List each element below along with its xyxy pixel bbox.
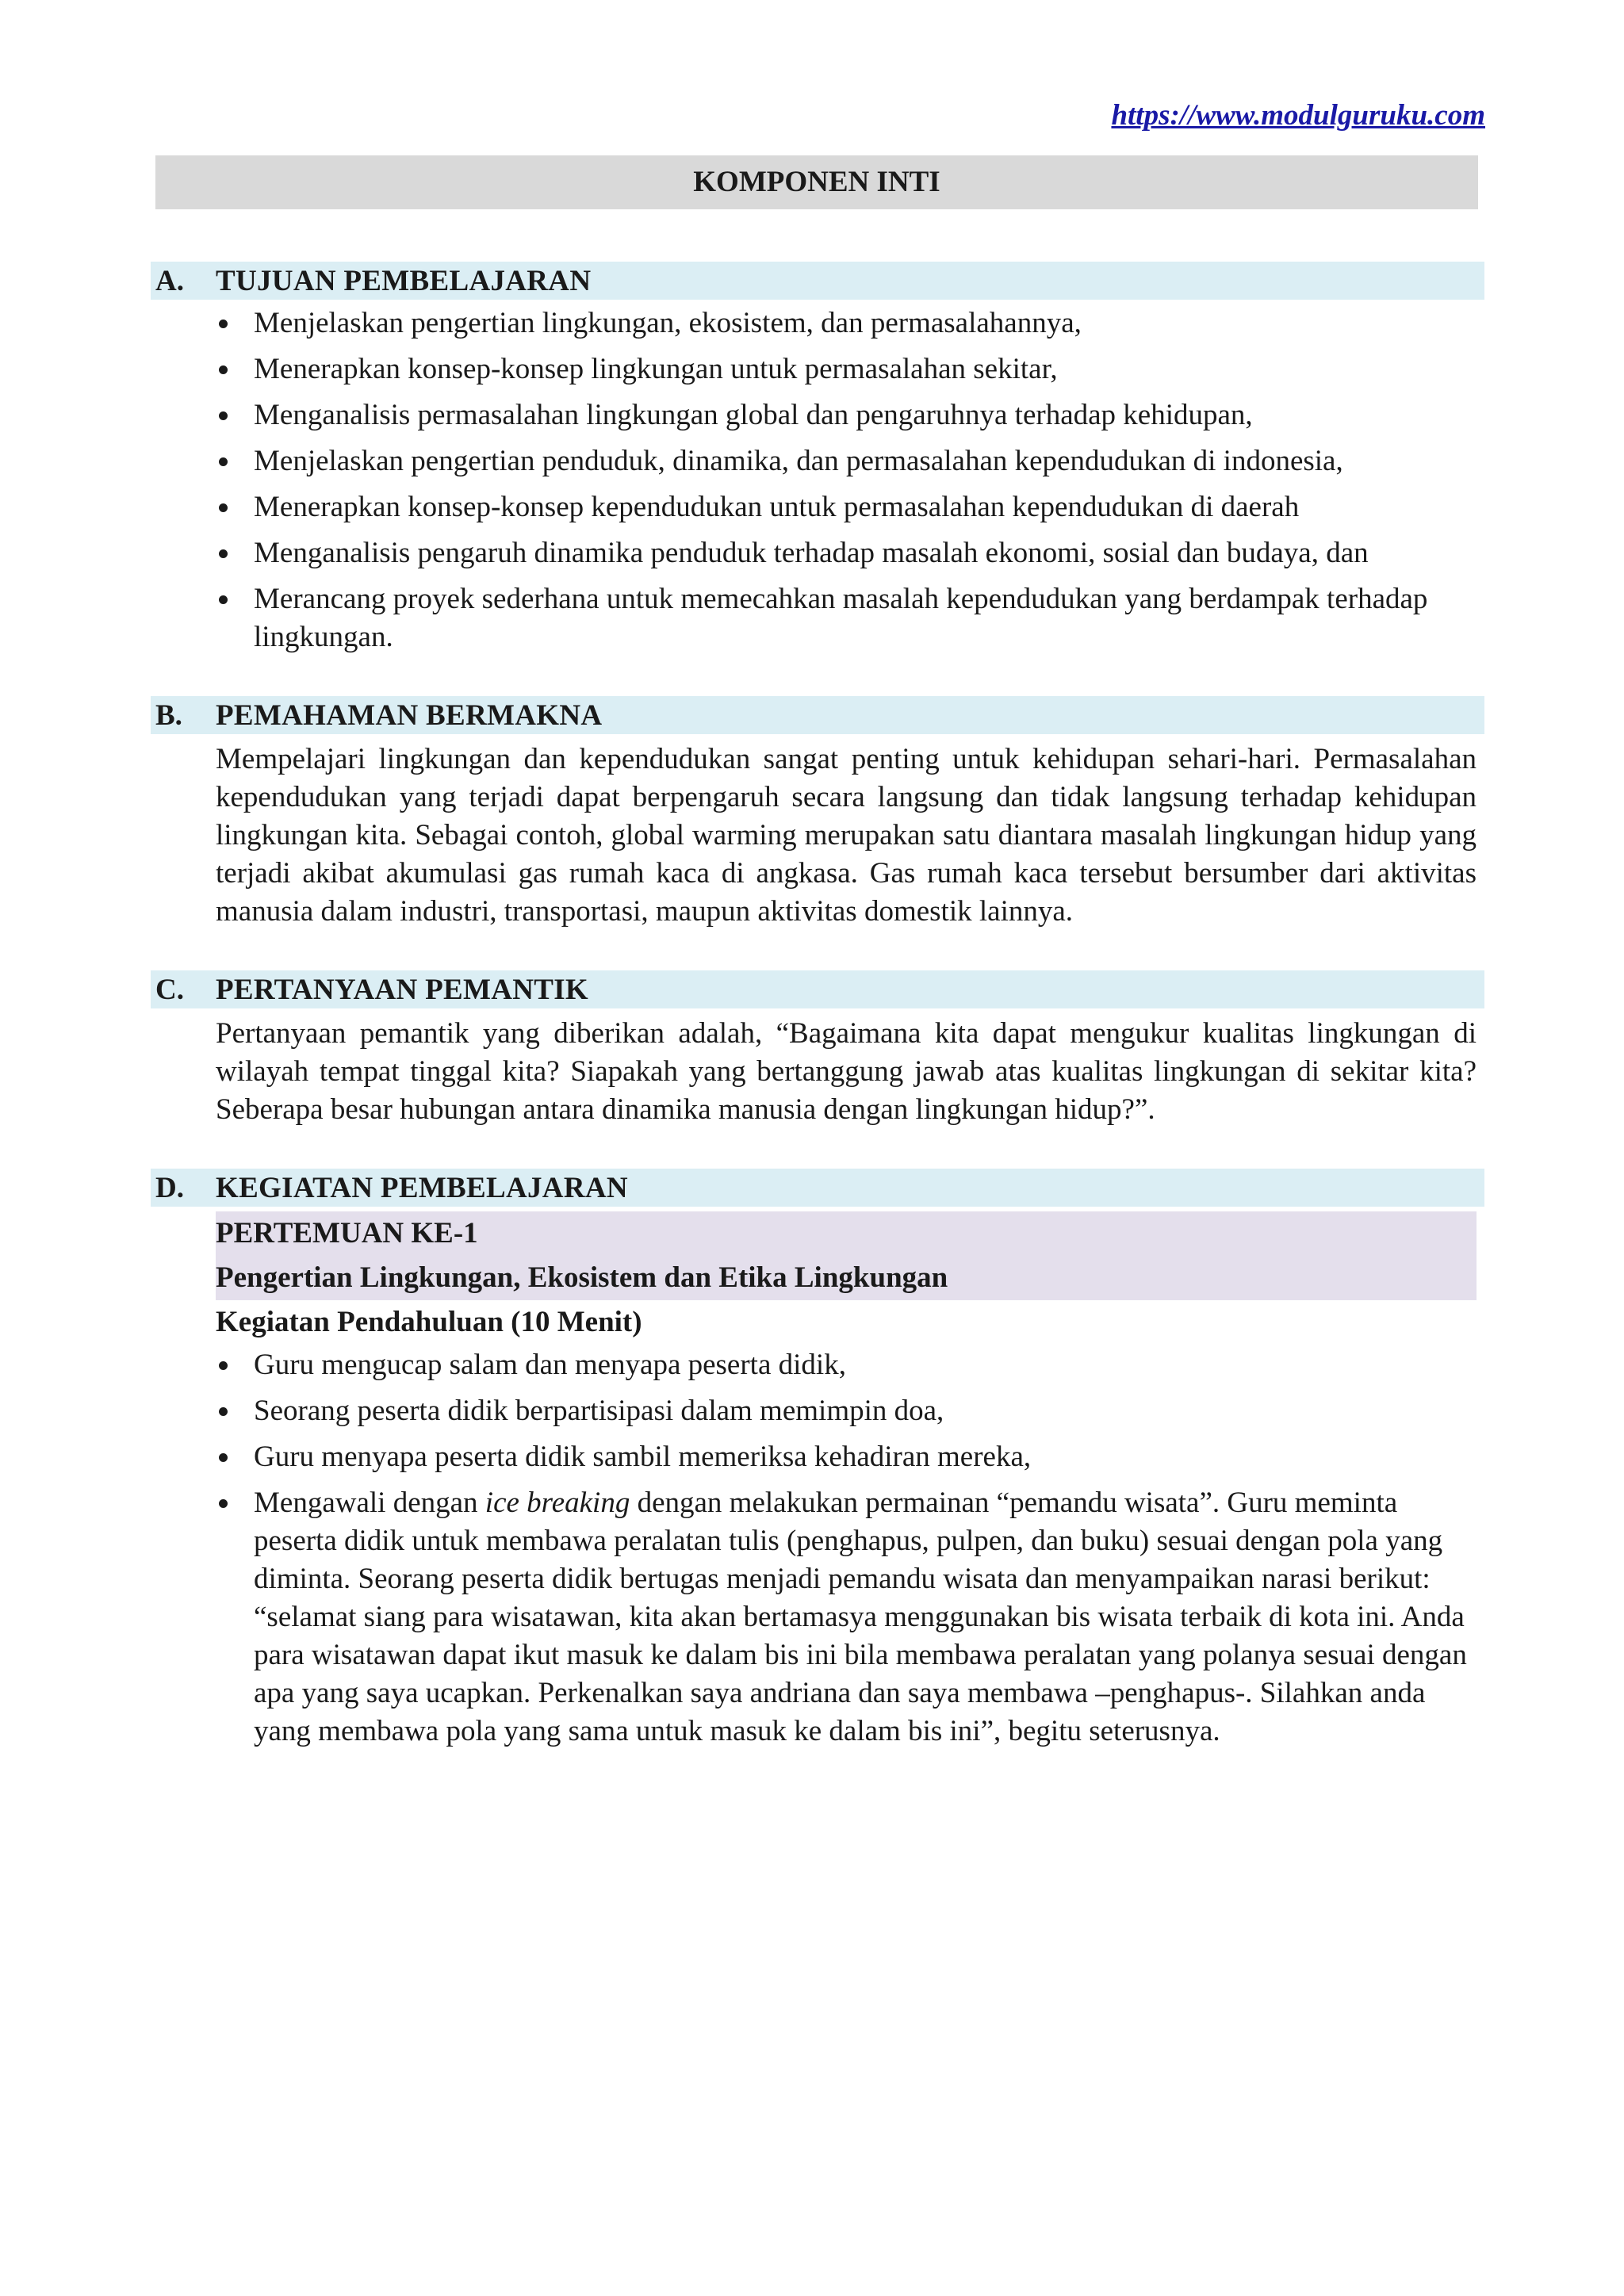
list-item: Guru menyapa peserta didik sambil memeriksa kehadiran mereka, [216, 1438, 1477, 1476]
bullet-icon [219, 503, 228, 512]
activity-list [216, 1346, 1477, 1751]
italic-term: ice breaking [485, 1487, 630, 1519]
section-paragraph: Pertanyaan pemantik yang diberikan adalah, “Bagaimana kita dapat mengukur kualitas lingkungan di wilayah tempat tinggal kita? Siapakah yang bertanggung jawab atas kualitas lingkungan di sekitar kita? Seberapa besar hubungan antara dinamika manusia dengan lingkungan hidup?”. [216, 1017, 1477, 1126]
list-item: Seorang peserta didik berpartisipasi dalam memimpin doa, [216, 1392, 1477, 1430]
section-tujuan-pembelajaran [151, 262, 1484, 656]
list-item: Menjelaskan pengertian penduduk, dinamika, dan permasalahan kependudukan di indonesia, [216, 442, 1477, 480]
bullet-icon [219, 549, 228, 558]
list-item: Mengawali dengan ice breaking dengan melakukan permainan “pemandu wisata”. Guru meminta peserta didik untuk membawa peralatan tulis (penghapus, pulpen, dan buku) sesuai dengan pola yang diminta. Seorang peserta didik bertugas menjadi pemandu wisata dan menyampaikan narasi berikut: “selamat siang para wisatawan, kita akan bertamasya menggunakan bis wisata terbaik di kota ini. Anda para wisatawan dapat ikut masuk ke dalam bis ini bila membawa peralatan yang polanya sesuai dengan apa yang saya ucapkan. Perkenalkan saya andriana dan saya membawa –penghapus-. Silahkan anda yang membawa pola yang sama untuk masuk ke dalam bis ini”, begitu seterusnya. [216, 1484, 1477, 1751]
section-letter: B. [155, 699, 182, 732]
list-item: Menganalisis permasalahan lingkungan global dan pengaruhnya terhadap kehidupan, [216, 396, 1477, 434]
section-kegiatan-pembelajaran [151, 1169, 1484, 1751]
section-heading [151, 696, 1484, 734]
objectives-list [216, 304, 1477, 656]
section-title: TUJUAN PEMBELAJARAN [216, 265, 592, 297]
section-letter: C. [155, 974, 184, 1006]
source-link[interactable]: https://www.modulguruku.com [1111, 99, 1485, 132]
section-heading [151, 262, 1484, 300]
bullet-icon [219, 411, 228, 420]
section-paragraph: Mempelajari lingkungan dan kependudukan sangat penting untuk kehidupan sehari-hari. Permasalahan kependudukan yang terjadi dapat berpengaruh secara langsung dan tidak langsung terhadap kehidupan lingkungan kita. Sebagai contoh, global warming merupakan satu diantara masalah lingkungan hidup yang terjadi akibat akumulasi gas rumah kaca di angkasa. Gas rumah kaca tersebut bersumber dari aktivitas manusia dalam industri, transportasi, maupun aktivitas domestik lainnya. [216, 743, 1477, 928]
section-heading [151, 970, 1484, 1008]
page-title: KOMPONEN INTI [155, 155, 1478, 209]
section-letter: D. [155, 1172, 184, 1204]
document-content [151, 262, 1484, 1790]
list-item: Menjelaskan pengertian lingkungan, ekosistem, dan permasalahannya, [216, 304, 1477, 342]
list-item: Menerapkan konsep-konsep kependudukan untuk permasalahan kependudukan di daerah [216, 488, 1477, 526]
bullet-icon [219, 1499, 228, 1508]
list-item: Merancang proyek sederhana untuk memecahkan masalah kependudukan yang berdampak terhadap lingkungan. [216, 580, 1477, 656]
bullet-icon [219, 1453, 228, 1462]
bullet-icon [219, 320, 228, 328]
list-item: Menerapkan konsep-konsep lingkungan untuk permasalahan sekitar, [216, 350, 1477, 388]
section-title: PEMAHAMAN BERMAKNA [216, 699, 603, 732]
meeting-title: PERTEMUAN KE-1 [216, 1217, 478, 1249]
bullet-icon [219, 365, 228, 374]
bullet-icon [219, 1361, 228, 1370]
section-pertanyaan-pemantik [151, 970, 1484, 1129]
bullet-icon [219, 457, 228, 466]
meeting-topic: Pengertian Lingkungan, Ekosistem dan Etika Lingkungan [216, 1261, 948, 1294]
section-pemahaman-bermakna [151, 696, 1484, 931]
bullet-icon [219, 595, 228, 604]
bullet-icon [219, 1407, 228, 1416]
section-title: PERTANYAAN PEMANTIK [216, 974, 589, 1006]
section-heading [151, 1169, 1484, 1207]
section-letter: A. [155, 265, 184, 297]
section-title: KEGIATAN PEMBELAJARAN [216, 1172, 628, 1204]
activity-heading: Kegiatan Pendahuluan (10 Menit) [216, 1306, 642, 1338]
list-item: Guru mengucap salam dan menyapa peserta didik, [216, 1346, 1477, 1384]
meeting-band [216, 1211, 1477, 1300]
list-item: Menganalisis pengaruh dinamika penduduk terhadap masalah ekonomi, sosial dan budaya, dan [216, 534, 1477, 572]
